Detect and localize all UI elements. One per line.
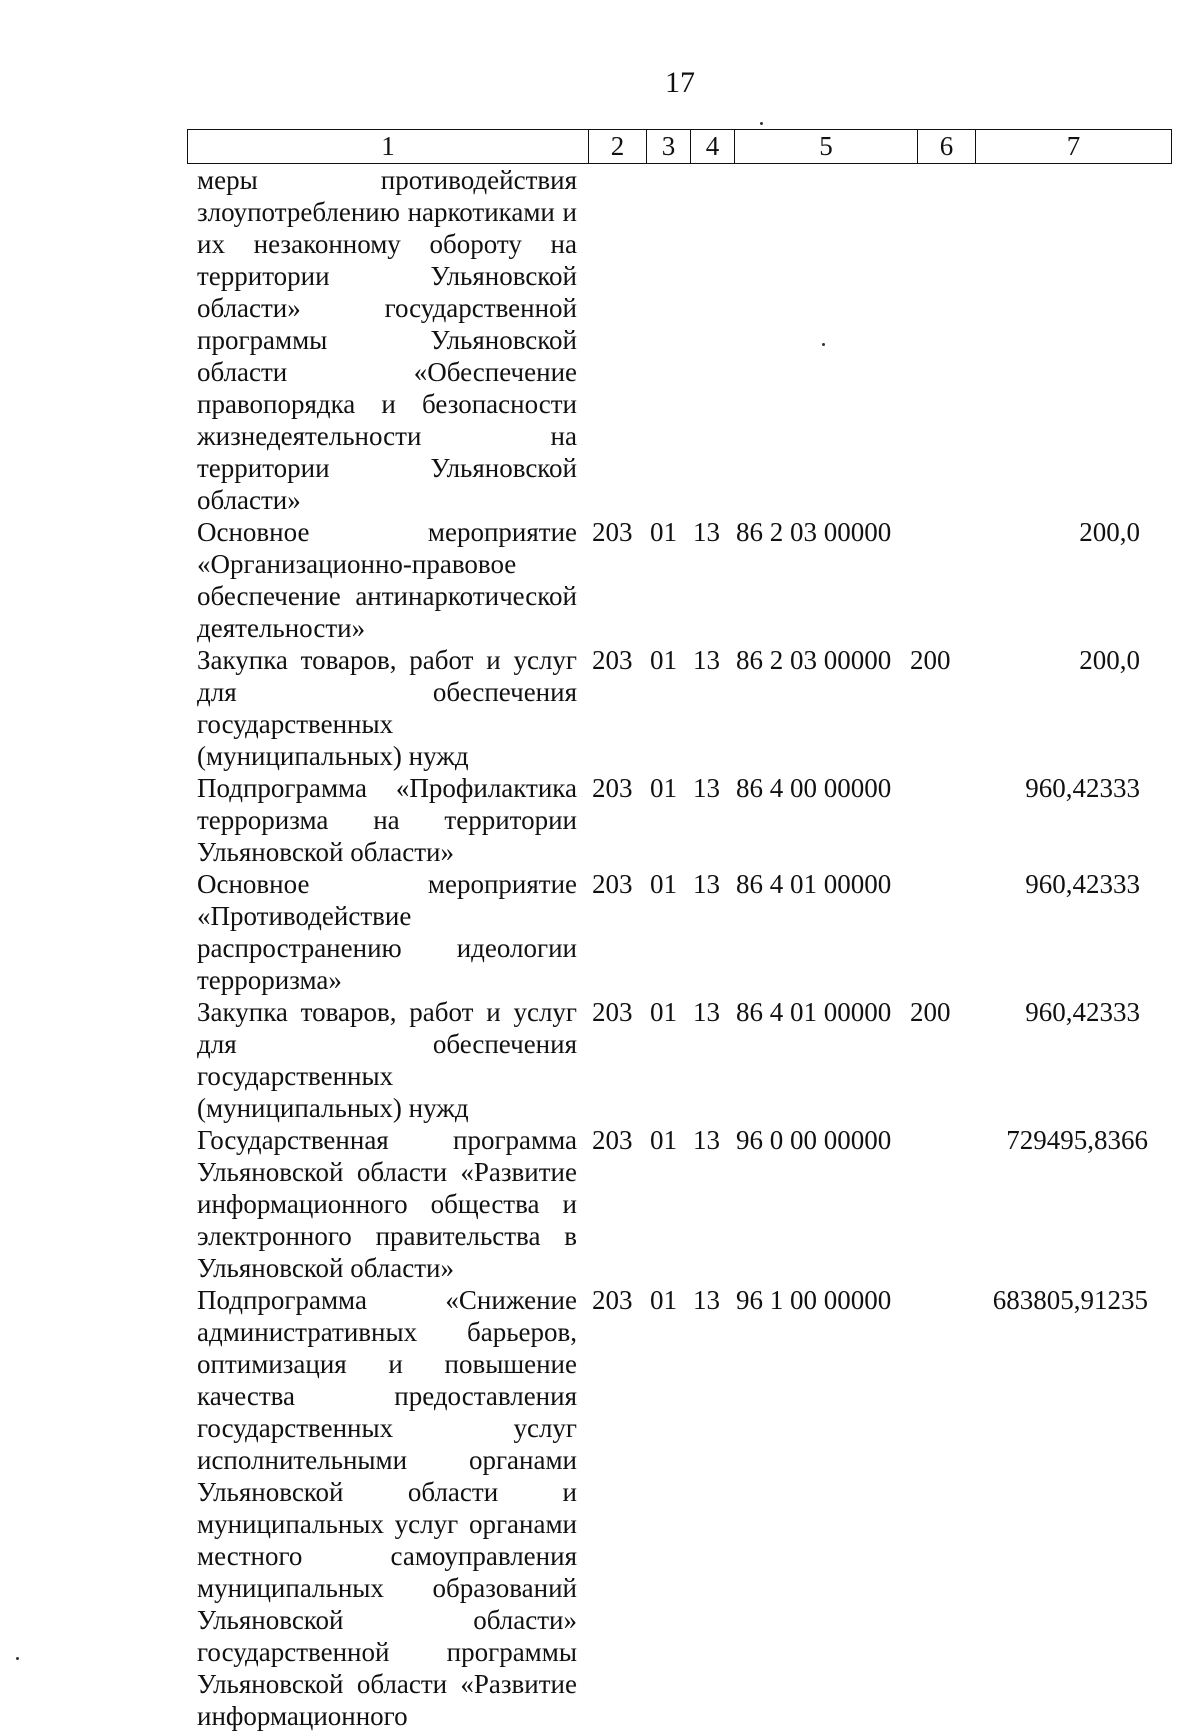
table-row bbox=[0, 516, 1200, 644]
section-code: 01 bbox=[650, 997, 677, 1027]
ministry-code: 203 bbox=[592, 1285, 633, 1315]
target-article-code: 86 2 03 00000 bbox=[736, 517, 892, 547]
amount: 960,42333 bbox=[1025, 773, 1140, 803]
table-body bbox=[0, 164, 1200, 1732]
table-row bbox=[0, 996, 1200, 1124]
ministry-code: 203 bbox=[592, 645, 633, 675]
subsection-code: 13 bbox=[693, 1285, 720, 1315]
column-header-row bbox=[187, 129, 1172, 164]
target-article-code: 96 1 00 00000 bbox=[736, 1285, 892, 1315]
table-row bbox=[0, 772, 1200, 868]
row-description: Государственная программа Ульяновской области «Развитие информационного общества и электронного правительства в Ульяновской области» bbox=[197, 1125, 577, 1283]
row-description: Подпрограмма «Снижение административных барьеров, оптимизация и повышение качества предоставления государственных услуг исполнительными органами Ульяновской области и муниципальных услуг органами местного самоуправления муниципальных образований Ульяновской области» государственной программы Ульяновской области «Развитие информационного bbox=[197, 1285, 577, 1731]
target-article-code: 86 4 00 00000 bbox=[736, 773, 892, 803]
section-code: 01 bbox=[650, 869, 677, 899]
row-description: Подпрограмма «Профилактика терроризма на территории Ульяновской области» bbox=[197, 773, 577, 867]
row-description: Закупка товаров, работ и услуг для обеспечения государственных (муниципальных) нужд bbox=[197, 645, 577, 771]
row-description: меры противодействия злоупотреблению наркотиками и их незаконному обороту на территории Ульяновской области» государственной программы Ульяновской области «Обеспечение правопорядка и безопасности жизнедеятельности на территории Ульяновской области» bbox=[197, 165, 577, 515]
ministry-code: 203 bbox=[592, 997, 633, 1027]
ministry-code: 203 bbox=[592, 773, 633, 803]
column-header-2: 2 bbox=[589, 130, 647, 164]
amount: 200,0 bbox=[1079, 517, 1140, 547]
table-row bbox=[0, 1284, 1200, 1732]
subsection-code: 13 bbox=[693, 869, 720, 899]
column-header-1: 1 bbox=[188, 130, 589, 164]
column-header-4: 4 bbox=[691, 130, 735, 164]
section-code: 01 bbox=[650, 645, 677, 675]
ministry-code: 203 bbox=[592, 1125, 633, 1155]
column-header-6: 6 bbox=[918, 130, 976, 164]
column-header-3: 3 bbox=[647, 130, 691, 164]
amount: 960,42333 bbox=[1025, 997, 1140, 1027]
table-row bbox=[0, 1124, 1200, 1284]
expense-type-code: 200 bbox=[910, 997, 951, 1027]
table-row bbox=[0, 644, 1200, 772]
table-row bbox=[0, 868, 1200, 996]
target-article-code: 86 4 01 00000 bbox=[736, 869, 892, 899]
expense-type-code: 200 bbox=[910, 645, 951, 675]
table-row bbox=[0, 164, 1200, 516]
target-article-code: 96 0 00 00000 bbox=[736, 1125, 892, 1155]
subsection-code: 13 bbox=[693, 997, 720, 1027]
row-description: Основное мероприятие «Организационно-правовое обеспечение антинаркотической деятельности» bbox=[197, 517, 577, 643]
scan-speck bbox=[822, 343, 825, 346]
ministry-code: 203 bbox=[592, 517, 633, 547]
section-code: 01 bbox=[650, 1125, 677, 1155]
scan-speck bbox=[760, 122, 763, 125]
target-article-code: 86 2 03 00000 bbox=[736, 645, 892, 675]
amount: 200,0 bbox=[1079, 645, 1140, 675]
subsection-code: 13 bbox=[693, 773, 720, 803]
amount: 729495,8366 bbox=[1006, 1125, 1148, 1155]
section-code: 01 bbox=[650, 773, 677, 803]
target-article-code: 86 4 01 00000 bbox=[736, 997, 892, 1027]
subsection-code: 13 bbox=[693, 517, 720, 547]
scan-speck bbox=[16, 1657, 19, 1660]
page-number: 17 bbox=[665, 66, 695, 99]
column-header-5: 5 bbox=[735, 130, 918, 164]
amount: 960,42333 bbox=[1025, 869, 1140, 899]
amount: 683805,91235 bbox=[992, 1285, 1148, 1315]
column-header-7: 7 bbox=[976, 130, 1172, 164]
subsection-code: 13 bbox=[693, 1125, 720, 1155]
row-description: Закупка товаров, работ и услуг для обеспечения государственных (муниципальных) нужд bbox=[197, 997, 577, 1123]
ministry-code: 203 bbox=[592, 869, 633, 899]
section-code: 01 bbox=[650, 1285, 677, 1315]
row-description: Основное мероприятие «Противодействие распространению идеологии терроризма» bbox=[197, 869, 577, 995]
subsection-code: 13 bbox=[693, 645, 720, 675]
section-code: 01 bbox=[650, 517, 677, 547]
